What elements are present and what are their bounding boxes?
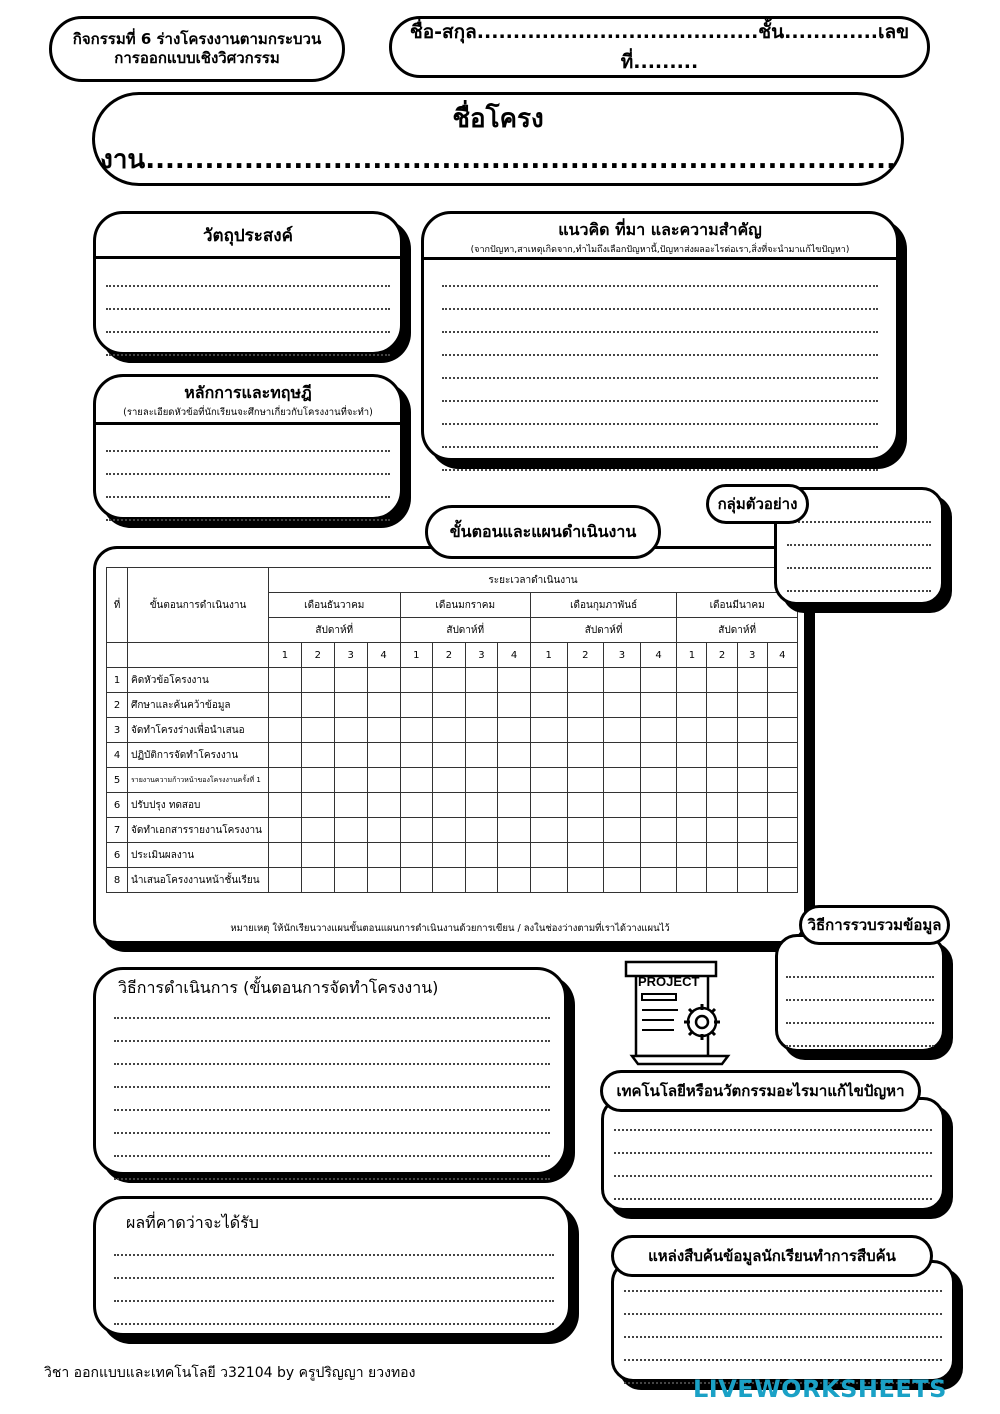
- row-step: ปฏิบัติการจัดทำโครงงาน: [128, 743, 269, 768]
- schedule-cell[interactable]: [767, 693, 797, 718]
- schedule-cell[interactable]: [604, 768, 641, 793]
- schedule-cell[interactable]: [498, 693, 531, 718]
- schedule-cell[interactable]: [737, 793, 767, 818]
- plan-row: [107, 743, 798, 768]
- schedule-cell[interactable]: [604, 868, 641, 893]
- student-info-text: ชื่อ-สกุล.......................................ชั้น.............เลขที่.........: [409, 21, 910, 73]
- plan-row: [107, 768, 798, 793]
- sources-box[interactable]: [611, 1260, 955, 1382]
- plan-row: [107, 668, 798, 693]
- schedule-cell[interactable]: [334, 868, 367, 893]
- project-label: PROJECT: [638, 974, 700, 989]
- week-number: 1: [400, 643, 433, 668]
- principles-title: หลักการและทฤษฎี: [184, 383, 312, 402]
- row-step: นำเสนอโครงงานหน้าชั้นเรียน: [128, 868, 269, 893]
- schedule-cell[interactable]: [400, 718, 433, 743]
- schedule-cell[interactable]: [640, 843, 677, 868]
- schedule-cell[interactable]: [707, 693, 737, 718]
- schedule-cell[interactable]: [567, 718, 604, 743]
- schedule-cell[interactable]: [498, 718, 531, 743]
- schedule-cell[interactable]: [301, 718, 334, 743]
- schedule-cell[interactable]: [530, 668, 567, 693]
- week-number: 2: [433, 643, 466, 668]
- method-title: วิธีการดำเนินการ (ขั้นตอนการจัดทำโครงงาน): [118, 978, 439, 997]
- month-header: เดือนกุมภาพันธ์: [530, 593, 676, 618]
- schedule-cell[interactable]: [640, 743, 677, 768]
- schedule-cell[interactable]: [707, 818, 737, 843]
- schedule-cell[interactable]: [498, 793, 531, 818]
- plan-title-text: ขั้นตอนและแผนดำเนินงาน: [449, 521, 637, 541]
- objective-title: วัตถุประสงค์: [203, 226, 293, 246]
- row-number: 7: [107, 818, 128, 843]
- schedule-cell[interactable]: [301, 818, 334, 843]
- schedule-cell[interactable]: [737, 668, 767, 693]
- col-no-header: ที่: [107, 568, 128, 643]
- schedule-cell[interactable]: [498, 668, 531, 693]
- week-number: 3: [465, 643, 498, 668]
- schedule-cell[interactable]: [301, 768, 334, 793]
- row-step: จัดทำโครงร่างเพื่อนำเสนอ: [128, 718, 269, 743]
- schedule-cell[interactable]: [737, 693, 767, 718]
- row-number: 1: [107, 668, 128, 693]
- plan-title: [425, 505, 661, 559]
- schedule-cell[interactable]: [677, 668, 707, 693]
- schedule-cell[interactable]: [530, 818, 567, 843]
- schedule-cell[interactable]: [433, 693, 466, 718]
- activity-title-text: กิจกรรมที่ 6 ร่างโครงงานตามกระบวน การออกแบบเชิงวิศวกรรม: [72, 30, 322, 67]
- schedule-cell[interactable]: [433, 818, 466, 843]
- schedule-cell[interactable]: [400, 843, 433, 868]
- plan-row: [107, 868, 798, 893]
- week-number: 4: [767, 643, 797, 668]
- schedule-cell[interactable]: [433, 718, 466, 743]
- schedule-cell[interactable]: [301, 793, 334, 818]
- row-number: 6: [107, 793, 128, 818]
- week-number: 2: [707, 643, 737, 668]
- schedule-cell[interactable]: [269, 768, 302, 793]
- schedule-cell[interactable]: [677, 843, 707, 868]
- schedule-cell[interactable]: [737, 818, 767, 843]
- schedule-cell[interactable]: [604, 693, 641, 718]
- schedule-cell[interactable]: [530, 693, 567, 718]
- schedule-cell[interactable]: [567, 693, 604, 718]
- row-step: จัดทำเอกสารรายงานโครงงาน: [128, 818, 269, 843]
- plan-box: [93, 546, 807, 944]
- schedule-cell[interactable]: [767, 843, 797, 868]
- schedule-cell[interactable]: [400, 768, 433, 793]
- week-label: สัปดาห์ที่: [530, 618, 676, 643]
- schedule-cell[interactable]: [707, 768, 737, 793]
- schedule-cell[interactable]: [334, 693, 367, 718]
- schedule-cell[interactable]: [334, 743, 367, 768]
- week-label: สัปดาห์ที่: [269, 618, 401, 643]
- schedule-cell[interactable]: [269, 668, 302, 693]
- schedule-cell[interactable]: [400, 868, 433, 893]
- schedule-cell[interactable]: [269, 693, 302, 718]
- schedule-cell[interactable]: [400, 793, 433, 818]
- schedule-cell[interactable]: [677, 818, 707, 843]
- project-document-gear-icon: [618, 956, 738, 1066]
- month-header: เดือนมกราคม: [400, 593, 530, 618]
- schedule-cell[interactable]: [269, 718, 302, 743]
- principles-subtitle: (รายละเอียดหัวข้อที่นักเรียนจะศึกษาเกี่ยวกับโครงงานที่จะทำ): [123, 407, 373, 418]
- schedule-cell[interactable]: [498, 768, 531, 793]
- schedule-cell[interactable]: [640, 693, 677, 718]
- technology-box[interactable]: [601, 1097, 945, 1211]
- week-number: 3: [604, 643, 641, 668]
- schedule-cell[interactable]: [640, 718, 677, 743]
- schedule-cell[interactable]: [465, 668, 498, 693]
- month-header: เดือนมีนาคม: [677, 593, 798, 618]
- schedule-cell[interactable]: [301, 843, 334, 868]
- schedule-cell[interactable]: [737, 868, 767, 893]
- schedule-cell[interactable]: [767, 743, 797, 768]
- week-label: สัปดาห์ที่: [400, 618, 530, 643]
- background-title: แนวคิด ที่มา และความสำคัญ: [558, 220, 762, 239]
- expected-title: ผลที่คาดว่าจะได้รับ: [126, 1213, 259, 1232]
- schedule-cell[interactable]: [334, 718, 367, 743]
- method-box[interactable]: [93, 967, 567, 1175]
- schedule-cell[interactable]: [640, 818, 677, 843]
- schedule-cell[interactable]: [498, 818, 531, 843]
- schedule-cell[interactable]: [567, 668, 604, 693]
- schedule-cell[interactable]: [604, 668, 641, 693]
- schedule-cell[interactable]: [677, 868, 707, 893]
- schedule-cell[interactable]: [604, 793, 641, 818]
- schedule-cell[interactable]: [367, 743, 400, 768]
- schedule-cell[interactable]: [334, 793, 367, 818]
- schedule-cell[interactable]: [767, 768, 797, 793]
- schedule-cell[interactable]: [465, 793, 498, 818]
- background-lines: [442, 264, 878, 471]
- schedule-cell[interactable]: [400, 668, 433, 693]
- schedule-cell[interactable]: [433, 793, 466, 818]
- schedule-cell[interactable]: [767, 718, 797, 743]
- schedule-cell[interactable]: [269, 843, 302, 868]
- schedule-cell[interactable]: [367, 818, 400, 843]
- schedule-cell[interactable]: [269, 743, 302, 768]
- schedule-cell[interactable]: [677, 768, 707, 793]
- schedule-cell[interactable]: [530, 843, 567, 868]
- week-number: 2: [567, 643, 604, 668]
- schedule-cell[interactable]: [767, 668, 797, 693]
- week-label: สัปดาห์ที่: [677, 618, 798, 643]
- row-number: 6: [107, 843, 128, 868]
- schedule-cell[interactable]: [334, 768, 367, 793]
- schedule-cell[interactable]: [530, 768, 567, 793]
- schedule-cell[interactable]: [737, 768, 767, 793]
- schedule-cell[interactable]: [301, 693, 334, 718]
- objective-lines: [106, 264, 390, 356]
- data-collection-title-text: วิธีการรวบรวมข้อมูล: [807, 916, 942, 934]
- plan-row: [107, 843, 798, 868]
- row-number: 3: [107, 718, 128, 743]
- schedule-cell[interactable]: [677, 718, 707, 743]
- schedule-cell[interactable]: [465, 718, 498, 743]
- schedule-cell[interactable]: [640, 768, 677, 793]
- schedule-cell[interactable]: [567, 768, 604, 793]
- sources-title: [611, 1235, 933, 1277]
- schedule-cell[interactable]: [465, 843, 498, 868]
- month-header: เดือนธันวาคม: [269, 593, 401, 618]
- schedule-cell[interactable]: [767, 868, 797, 893]
- schedule-cell[interactable]: [334, 843, 367, 868]
- week-number: 1: [530, 643, 567, 668]
- row-number: 4: [107, 743, 128, 768]
- schedule-cell[interactable]: [767, 793, 797, 818]
- row-step: ปรับปรุง ทดสอบ: [128, 793, 269, 818]
- schedule-cell[interactable]: [707, 793, 737, 818]
- schedule-cell[interactable]: [530, 743, 567, 768]
- schedule-cell[interactable]: [498, 743, 531, 768]
- schedule-cell[interactable]: [465, 743, 498, 768]
- week-number: 4: [498, 643, 531, 668]
- schedule-cell[interactable]: [367, 868, 400, 893]
- plan-table[interactable]: [106, 567, 798, 893]
- schedule-cell[interactable]: [707, 718, 737, 743]
- schedule-cell[interactable]: [604, 743, 641, 768]
- schedule-cell[interactable]: [400, 743, 433, 768]
- schedule-cell[interactable]: [530, 868, 567, 893]
- schedule-cell[interactable]: [707, 843, 737, 868]
- schedule-cell[interactable]: [640, 793, 677, 818]
- objective-box[interactable]: [93, 211, 403, 355]
- schedule-cell[interactable]: [433, 768, 466, 793]
- schedule-cell[interactable]: [433, 668, 466, 693]
- week-number: 3: [334, 643, 367, 668]
- schedule-cell[interactable]: [367, 668, 400, 693]
- week-number: 3: [737, 643, 767, 668]
- week-number: 4: [640, 643, 677, 668]
- schedule-cell[interactable]: [367, 793, 400, 818]
- technology-title: [600, 1070, 921, 1112]
- schedule-cell[interactable]: [707, 743, 737, 768]
- schedule-cell[interactable]: [433, 743, 466, 768]
- schedule-cell[interactable]: [465, 868, 498, 893]
- row-step: ประเมินผลงาน: [128, 843, 269, 868]
- schedule-cell[interactable]: [737, 718, 767, 743]
- row-step: รายงานความก้าวหน้าของโครงงานครั้งที่ 1: [128, 768, 269, 793]
- principles-lines: [106, 429, 390, 521]
- schedule-cell[interactable]: [400, 693, 433, 718]
- plan-row: [107, 693, 798, 718]
- schedule-cell[interactable]: [604, 718, 641, 743]
- schedule-cell[interactable]: [269, 818, 302, 843]
- student-info[interactable]: [389, 16, 930, 78]
- schedule-cell[interactable]: [498, 868, 531, 893]
- schedule-cell[interactable]: [677, 693, 707, 718]
- schedule-cell[interactable]: [707, 668, 737, 693]
- sample-group-title: [706, 484, 809, 524]
- plan-row: [107, 718, 798, 743]
- schedule-cell[interactable]: [767, 818, 797, 843]
- schedule-cell[interactable]: [567, 843, 604, 868]
- week-number: 1: [677, 643, 707, 668]
- expected-box[interactable]: [93, 1196, 571, 1336]
- schedule-cell[interactable]: [301, 868, 334, 893]
- schedule-cell[interactable]: [640, 668, 677, 693]
- schedule-cell[interactable]: [367, 718, 400, 743]
- row-step: ศึกษาและค้นคว้าข้อมูล: [128, 693, 269, 718]
- project-name-text: ชื่อโครงงาน............................................................................: [100, 104, 896, 175]
- schedule-cell[interactable]: [567, 868, 604, 893]
- footer-credit: วิชา ออกแบบและเทคโนโลยี ว32104 by ครูปริญญา ยวงทอง: [44, 1365, 416, 1381]
- sources-title-text: แหล่งสืบค้นข้อมูลนักเรียนทำการสืบค้น: [648, 1247, 896, 1265]
- schedule-cell[interactable]: [707, 868, 737, 893]
- week-number: 4: [367, 643, 400, 668]
- plan-row: [107, 818, 798, 843]
- schedule-cell[interactable]: [269, 793, 302, 818]
- schedule-cell[interactable]: [604, 818, 641, 843]
- schedule-cell[interactable]: [737, 843, 767, 868]
- schedule-cell[interactable]: [433, 843, 466, 868]
- project-illustration: [618, 956, 738, 1066]
- schedule-cell[interactable]: [640, 868, 677, 893]
- schedule-cell[interactable]: [334, 818, 367, 843]
- schedule-cell[interactable]: [433, 868, 466, 893]
- project-name-field[interactable]: [92, 92, 904, 186]
- row-number: 8: [107, 868, 128, 893]
- plan-note: หมายเหตุ ให้นักเรียนวางแผนขั้นตอนแผนการดำเนินงานด้วยการเขียน / ลงในช่องว่างตามที่เราได้วางแผนไว้: [230, 923, 670, 934]
- schedule-cell[interactable]: [465, 818, 498, 843]
- row-step: คิดหัวข้อโครงงาน: [128, 668, 269, 693]
- week-number: 1: [269, 643, 302, 668]
- data-collection-title: [799, 905, 950, 945]
- background-box[interactable]: [421, 211, 899, 461]
- schedule-cell[interactable]: [737, 743, 767, 768]
- schedule-cell[interactable]: [301, 668, 334, 693]
- schedule-cell[interactable]: [465, 693, 498, 718]
- activity-title: [49, 16, 345, 82]
- schedule-cell[interactable]: [400, 818, 433, 843]
- principles-box[interactable]: [93, 374, 403, 520]
- row-number: 2: [107, 693, 128, 718]
- col-step-header: ขั้นตอนการดำเนินงาน: [128, 568, 269, 643]
- schedule-cell[interactable]: [269, 868, 302, 893]
- schedule-cell[interactable]: [367, 843, 400, 868]
- schedule-cell[interactable]: [498, 843, 531, 868]
- week-number: 2: [301, 643, 334, 668]
- schedule-cell[interactable]: [567, 818, 604, 843]
- schedule-cell[interactable]: [530, 793, 567, 818]
- background-subtitle: (จากปัญหา,สาเหตุเกิดจาก,ทำไมถึงเลือกปัญหานี้,ปัญหาส่งผลอะไรต่อเรา,สิ่งที่จะนำมาแก้ไขปัญหา): [470, 245, 850, 255]
- technology-title-text: เทคโนโลยีหรือนวัตกรรมอะไรมาแก้ไขปัญหา: [616, 1082, 905, 1100]
- schedule-cell[interactable]: [530, 718, 567, 743]
- data-collection-box[interactable]: [775, 934, 945, 1052]
- schedule-cell[interactable]: [367, 693, 400, 718]
- sample-group-title-text: กลุ่มตัวอย่าง: [717, 495, 798, 513]
- schedule-cell[interactable]: [367, 768, 400, 793]
- schedule-cell[interactable]: [567, 743, 604, 768]
- brand-logo: LIVEWORKSHEETS: [693, 1375, 947, 1403]
- plan-row: [107, 793, 798, 818]
- schedule-cell[interactable]: [604, 843, 641, 868]
- schedule-cell[interactable]: [677, 793, 707, 818]
- schedule-cell[interactable]: [465, 768, 498, 793]
- col-period-header: ระยะเวลาดำเนินงาน: [269, 568, 798, 593]
- schedule-cell[interactable]: [567, 793, 604, 818]
- schedule-cell[interactable]: [301, 743, 334, 768]
- schedule-cell[interactable]: [334, 668, 367, 693]
- row-number: 5: [107, 768, 128, 793]
- schedule-cell[interactable]: [677, 743, 707, 768]
